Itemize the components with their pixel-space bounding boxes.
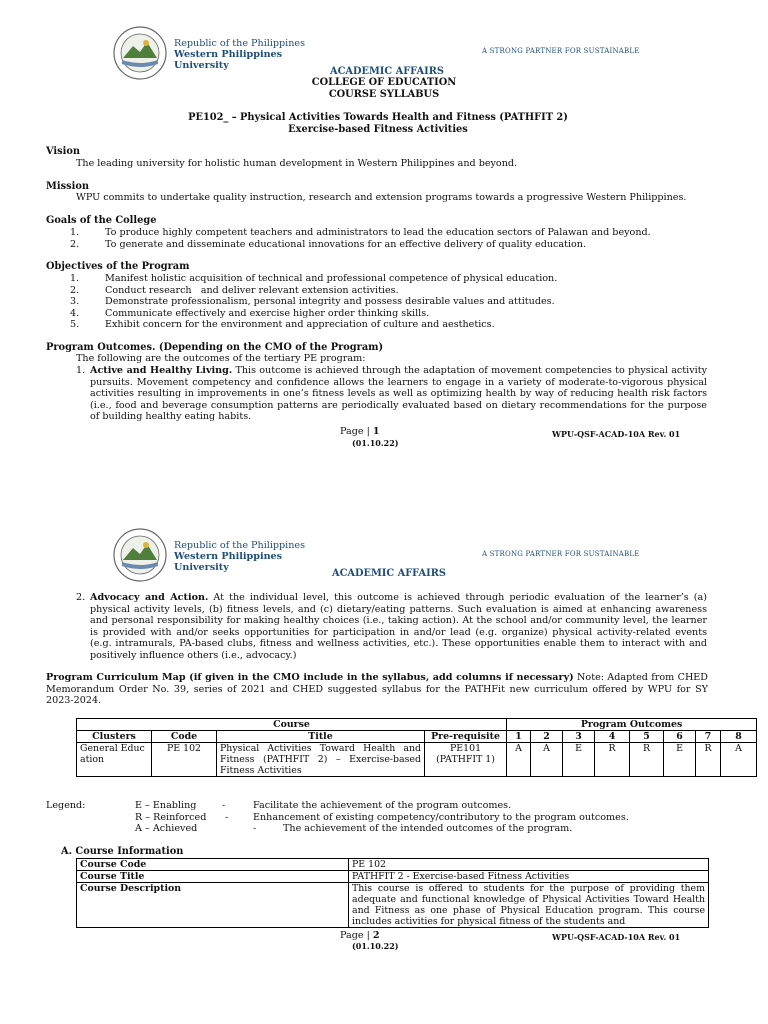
legend-item: R – Reinforced - Enhancement of existing competency/contributory to the program outcomes. [135, 812, 629, 823]
college-title: COLLEGE OF EDUCATION [311, 77, 457, 88]
list-item: 4. Communicate effectively and exercise higher order thinking skills. [70, 307, 430, 319]
col-outcome-1: 1 [507, 731, 531, 743]
cell-cluster: General Education [77, 743, 152, 777]
course-title-line1: PE102_ – Physical Activities Towards Health and Fitness (PATHFIT 2) [188, 112, 568, 123]
list-item: 3. Demonstrate professionalism, personal integrity and possess desirable values and attitudes. [70, 296, 555, 307]
university-seal-logo [113, 528, 167, 582]
objectives-heading: Objectives of the Program [46, 261, 190, 272]
vision-text: The leading university for holistic human development in Western Philippines and beyond. [76, 158, 518, 169]
table-header-course: Course [77, 719, 507, 731]
col-outcome-5: 5 [630, 731, 664, 743]
cell-outcome: R [696, 743, 721, 777]
mission-heading: Mission [46, 181, 89, 192]
list-item: 1. To produce highly competent teachers and administrators to lead the education sectors of Palawan and beyond. [70, 227, 651, 238]
cell-outcome: R [630, 743, 664, 777]
col-outcome-4: 4 [595, 731, 630, 743]
republic-text: Republic of the Philippines [174, 540, 306, 551]
course-code-label: Course Code [77, 859, 349, 871]
col-code: Code [152, 731, 217, 743]
outcomes-heading: Program Outcomes. (Depending on the CMO of the Program) [46, 342, 384, 353]
page-footer-2: Page | 2 [340, 930, 380, 941]
vision-heading: Vision [46, 146, 81, 157]
col-outcome-6: 6 [664, 731, 696, 743]
curriculum-map-paragraph: Program Curriculum Map (if given in the CMO include in the syllabus, add columns if necessary) Note: Adapted from CHED Memorandum Order No. 39, series of 2021 and CHED suggested syllabus for the PATHFit new curriculum offered by WPU for SY 2023-2024. [46, 672, 709, 706]
list-item: 5. Exhibit concern for the environment and appreciation of culture and aesthetics. [70, 319, 495, 330]
outcomes-intro: The following are the outcomes of the tertiary PE program: [76, 353, 366, 364]
page-footer-1: Page | 1 [340, 426, 380, 437]
goals-list [70, 227, 750, 250]
tagline: A STRONG PARTNER FOR SUSTAINABLE [482, 47, 640, 55]
cell-code: PE 102 [152, 743, 217, 777]
legend-item: E – Enabling - Facilitate the achievement of the program outcomes. [135, 800, 512, 811]
legend-item: A – Achieved - The achievement of the intended outcomes of the program. [135, 823, 573, 834]
cell-prerequisite: PE101 (PATHFIT 1) [425, 743, 507, 777]
footer-1-date: (01.10.22) [352, 438, 399, 448]
course-title-label: Course Title [77, 871, 349, 883]
col-outcome-7: 7 [696, 731, 721, 743]
table-row [77, 883, 709, 928]
cell-title: Physical Activities Toward Health and Fitness (PATHFIT 2) – Exercise-based Fitness Activities [217, 743, 425, 777]
course-title-line2: Exercise-based Fitness Activities [288, 123, 468, 135]
mission-text: WPU commits to undertake quality instruction, research and extension programs towards a progressive Western Philippines. [76, 192, 687, 203]
document-title: COURSE SYLLABUS [328, 88, 440, 100]
goals-heading: Goals of the College [46, 215, 157, 226]
university-name-line2: University [174, 562, 229, 573]
col-outcome-8: 8 [721, 731, 757, 743]
table-header-program-outcomes: Program Outcomes [507, 719, 757, 731]
list-item: 1. Manifest holistic acquisition of technical and professional competence of physical education. [70, 273, 558, 284]
university-name-line2: University [174, 60, 229, 71]
tagline: A STRONG PARTNER FOR SUSTAINABLE [482, 550, 640, 558]
col-outcome-3: 3 [563, 731, 595, 743]
list-item: 2. To generate and disseminate educational innovations for an effective delivery of quality education. [70, 238, 587, 250]
objectives-list [70, 273, 750, 331]
office-title: ACADEMIC AFFAIRS [332, 568, 446, 579]
legend-label: Legend: [46, 800, 86, 811]
footer-2-doc-code: WPU-QSF-ACAD-10A Rev. 01 [552, 932, 681, 942]
cell-outcome: R [595, 743, 630, 777]
outcome-2-number: 2. [76, 592, 86, 603]
col-clusters: Clusters [77, 731, 152, 743]
list-item: 2. Conduct research and deliver relevant extension activities. [70, 284, 399, 296]
republic-text: Republic of the Philippines [174, 38, 306, 49]
cell-outcome: A [721, 743, 757, 777]
col-outcome-2: 2 [531, 731, 563, 743]
table-row [77, 859, 709, 871]
cell-outcome: A [507, 743, 531, 777]
cell-outcome: A [531, 743, 563, 777]
footer-1-doc-code: WPU-QSF-ACAD-10A Rev. 01 [552, 429, 681, 439]
course-title-value: PATHFIT 2 - Exercise-based Fitness Activities [349, 871, 709, 883]
footer-2-date: (01.10.22) [352, 941, 399, 951]
curriculum-map-table [76, 718, 757, 777]
outcome-2-paragraph: Advocacy and Action. At the individual level, this outcome is achieved through periodic evaluation of the learner’s (a) physical activity levels, (b) fitness levels, and (c) dietary/eating patterns. Such evaluation is aimed at enhancing awareness and personal responsibility for making healthy choices (i.e., taking action). At the school and/or community level, the learner is provided with and/or seeks opportunities for participation in and/or lead (e.g. organize) physical activity-related events (e.g. intramurals, PA-based clubs, fitness and wellness activities, etc.). These opportunities enable them to interact with and positively influence others (i.e., advocacy.) [90, 592, 707, 661]
cell-outcome: E [664, 743, 696, 777]
university-name-line1: Western Philippines [174, 49, 283, 60]
cell-outcome: E [563, 743, 595, 777]
table-row [77, 871, 709, 883]
university-name-line1: Western Philippines [174, 551, 283, 562]
course-code-value: PE 102 [349, 859, 709, 871]
course-description-label: Course Description [77, 883, 349, 928]
outcome-1-number: 1. [76, 365, 86, 376]
col-title: Title [217, 731, 425, 743]
col-prerequisite: Pre-requisite [425, 731, 507, 743]
office-title: ACADEMIC AFFAIRS [330, 66, 444, 77]
course-info-heading: A. Course Information [61, 846, 184, 857]
course-description-value: This course is offered to students for the purpose of providing them adequate and functional knowledge of Physical Activities Toward Health and Fitness as one phase of Physical Education program. This course includes activities for physical fitness of the students and [349, 883, 709, 928]
university-seal-logo [113, 26, 167, 80]
table-row [77, 743, 757, 777]
outcome-1-paragraph: Active and Healthy Living. This outcome is achieved through the adaptation of movement competencies to physical activity pursuits. Movement competency and confidence allows the learners to engage in a variety of moderate-to-vigorous physical activities resulting in improvements in one’s fitness levels as well as optimizing health by way of reducing health risk factors (i.e., food and beverage consumption patterns are periodically evaluated based on dietary recommendations for the purpose of building healthy eating habits. [90, 365, 707, 422]
course-info-table [76, 858, 709, 928]
